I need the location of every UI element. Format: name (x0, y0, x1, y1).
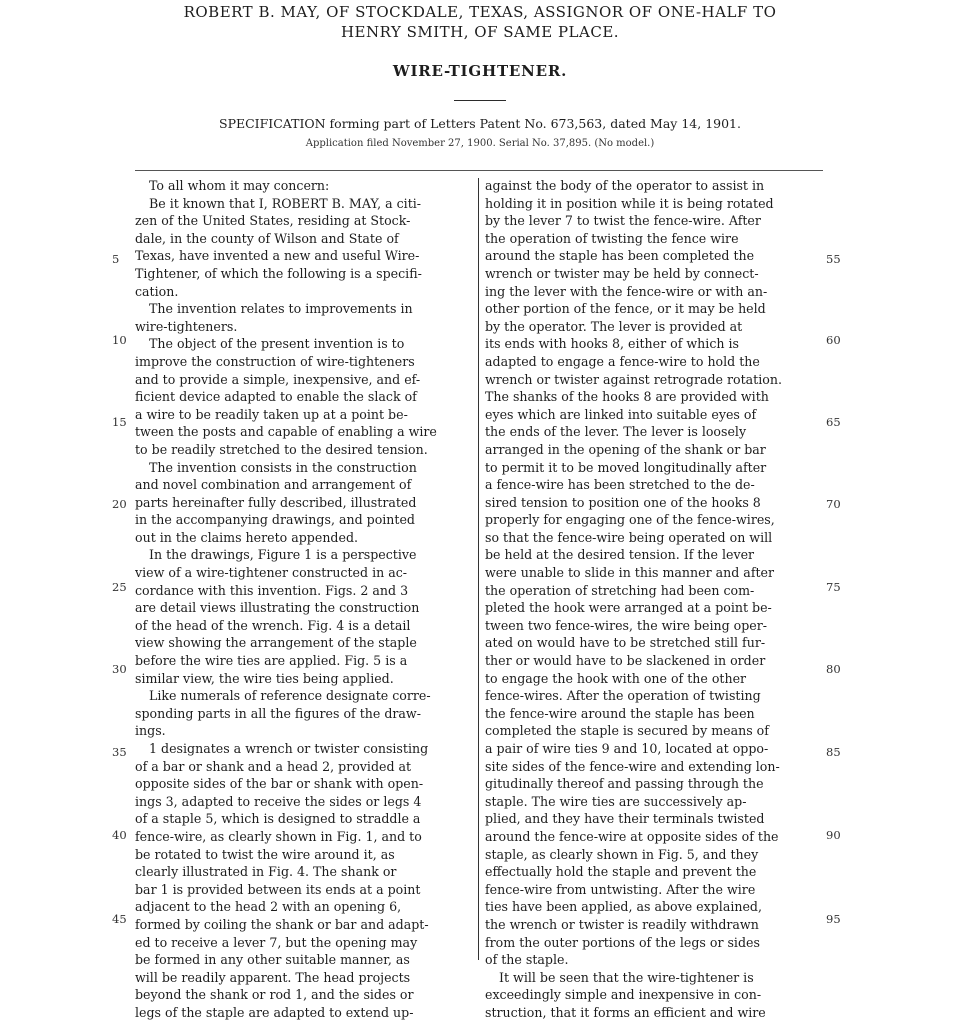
line-number: 30 (112, 662, 127, 676)
text-line: view of a wire-tightener constructed in ac- (135, 565, 408, 581)
line-number: 55 (826, 252, 841, 266)
line-number: 45 (112, 912, 127, 926)
text-line: the operation of stretching had been com- (485, 582, 755, 598)
text-line: before the wire ties are applied. Fig. 5 is a (135, 653, 408, 669)
text-line: the wrench or twister is readily withdrawn (485, 916, 759, 932)
text-line: were unable to slide in this manner and after (485, 565, 775, 581)
text-line: beyond the shank or rod 1, and the sides or (135, 987, 414, 1003)
assignor-line-2: HENRY SMITH, OF SAME PLACE. (340, 23, 620, 41)
text-line: cation. (135, 283, 179, 299)
text-line: eyes which are linked into suitable eyes of (485, 406, 757, 422)
right-text-column (485, 177, 820, 1022)
left-text-column (135, 177, 467, 1022)
text-line: are detail views illustrating the construction (135, 600, 420, 616)
text-line: staple. The wire ties are successively ap- (485, 793, 747, 809)
text-line: gitudinally thereof and passing through the (485, 776, 764, 792)
text-line: improve the construction of wire-tighteners (135, 353, 415, 369)
text-line: Texas, have invented a new and useful Wire- (135, 248, 420, 264)
text-line: parts hereinafter fully described, illustrated (135, 494, 417, 510)
application-line: Application filed November 27, 1900. Serial No. 37,895. (No model.) (305, 138, 655, 149)
text-line: ther or would have to be slackened in order (485, 653, 766, 669)
text-line: tween the posts and capable of enabling a wire (135, 424, 437, 440)
text-line: sponding parts in all the figures of the draw- (135, 705, 421, 721)
line-number: 85 (826, 745, 841, 759)
text-line: clearly illustrated in Fig. 4. The shank or (135, 864, 397, 880)
text-line: to permit it to be moved longitudinally after (485, 459, 767, 475)
text-line: will be readily apparent. The head projects (135, 969, 411, 985)
text-line: ing the lever with the fence-wire or with an- (485, 283, 768, 299)
text-line: effectually hold the staple and prevent the (485, 864, 757, 880)
text-line: of the head of the wrench. Fig. 4 is a detail (135, 617, 411, 633)
text-line: site sides of the fence-wire and extending lon- (485, 758, 780, 774)
text-line: opposite sides of the bar or shank with open- (135, 776, 424, 792)
text-line: It will be seen that the wire-tightener is (499, 969, 754, 985)
text-line: the fence-wire around the staple has been (485, 705, 755, 721)
text-line: ated on would have to be stretched still fur- (485, 635, 766, 651)
line-number: 75 (826, 580, 841, 594)
text-line: other portion of the fence, or it may be held (485, 301, 766, 317)
text-line: fence-wires. After the operation of twisting (485, 688, 761, 704)
line-number: 95 (826, 912, 841, 926)
text-line: wrench or twister against retrograde rotation. (485, 371, 782, 387)
text-line: zen of the United States, residing at Stock- (135, 213, 411, 229)
text-line: wire-tighteners. (135, 318, 238, 334)
text-line: ficient device adapted to enable the slack of (135, 389, 417, 405)
text-line: a pair of wire ties 9 and 10, located at oppo- (485, 741, 769, 756)
text-line: 1 designates a wrench or twister consisting (149, 741, 429, 756)
line-number: 40 (112, 828, 127, 842)
text-line: To all whom it may concern: (149, 178, 330, 193)
text-line: of a bar or shank and a head 2, provided at (135, 758, 412, 774)
text-line: around the fence-wire at opposite sides of the (485, 828, 779, 844)
text-line: so that the fence-wire being operated on will (485, 529, 773, 545)
text-line: of a staple 5, which is designed to straddle a (135, 811, 421, 827)
line-number: 90 (826, 828, 841, 842)
text-line: tween two fence-wires, the wire being oper- (485, 617, 768, 633)
line-number: 65 (826, 415, 841, 429)
text-line: adapted to engage a fence-wire to hold the (485, 353, 760, 369)
text-line: Be it known that I, ROBERT B. MAY, a citi- (149, 195, 422, 211)
text-line: legs of the staple are adapted to extend up- (135, 1004, 414, 1020)
text-line: staple, as clearly shown in Fig. 5, and they (485, 846, 759, 862)
text-line: to engage the hook with one of the other (485, 670, 747, 686)
text-line: arranged in the opening of the shank or bar (485, 441, 766, 457)
line-number: 20 (112, 497, 127, 511)
text-line: pleted the hook were arranged at a point be- (485, 600, 772, 616)
text-line: completed the staple is secured by means of (485, 723, 769, 739)
text-line: cordance with this invention. Figs. 2 and 3 (135, 582, 409, 598)
line-number: 10 (112, 333, 127, 347)
text-line: Tightener, of which the following is a specifi- (135, 265, 422, 281)
text-line: against the body of the operator to assist in (485, 178, 765, 193)
line-number: 35 (112, 745, 127, 759)
text-line: be rotated to twist the wire around it, as (135, 846, 395, 862)
text-line: its ends with hooks 8, either of which is (485, 336, 739, 352)
text-line: formed by coiling the shank or bar and adapt- (135, 916, 429, 932)
text-line: the operation of twisting the fence wire (485, 230, 739, 246)
text-line: and to provide a simple, inexpensive, and ef- (135, 371, 421, 387)
line-number: 80 (826, 662, 841, 676)
text-line: Like numerals of reference designate corre- (149, 688, 431, 704)
text-line: bar 1 is provided between its ends at a point (135, 881, 421, 897)
text-line: plied, and they have their terminals twisted (485, 811, 765, 827)
text-line: holding it in position while it is being rotated (485, 195, 774, 211)
text-line: ties have been applied, as above explained, (485, 899, 762, 915)
text-line: out in the claims hereto appended. (135, 529, 359, 545)
text-line: fence-wire, as clearly shown in Fig. 1, and to (135, 828, 422, 844)
text-line: wrench or twister may be held by connect- (485, 265, 759, 281)
assignor-line-1: ROBERT B. MAY, OF STOCKDALE, TEXAS, ASSIGNOR OF ONE-HALF TO (183, 3, 777, 21)
text-line: by the operator. The lever is provided at (485, 318, 743, 334)
line-number: 60 (826, 333, 841, 347)
text-line: ings 3, adapted to receive the sides or legs 4 (135, 793, 422, 809)
patent-header (0, 0, 960, 42)
text-line: The object of the present invention is to (149, 336, 405, 352)
text-line: a wire to be readily taken up at a point be- (135, 406, 408, 422)
text-line: The shanks of the hooks 8 are provided with (485, 389, 769, 405)
text-line: in the accompanying drawings, and pointed (135, 512, 415, 528)
text-line: properly for engaging one of the fence-wires, (485, 512, 775, 528)
text-line: In the drawings, Figure 1 is a perspective (149, 547, 417, 563)
title-rule (454, 100, 506, 101)
text-line: to be readily stretched to the desired tension. (135, 441, 428, 457)
line-number: 25 (112, 580, 127, 594)
header-rule (135, 170, 823, 171)
line-number: 70 (826, 497, 841, 511)
text-line: be formed in any other suitable manner, as (135, 952, 410, 968)
text-line: exceedingly simple and inexpensive in con- (485, 987, 762, 1003)
text-line: struction, that it forms an efficient and wire (485, 1004, 766, 1020)
text-line: view showing the arrangement of the staple (135, 635, 417, 651)
text-line: from the outer portions of the legs or sides (485, 934, 760, 950)
text-line: The invention consists in the construction (149, 459, 417, 475)
text-line: the ends of the lever. The lever is loosely (485, 424, 747, 440)
text-line: ings. (135, 723, 166, 739)
text-line: dale, in the county of Wilson and State of (135, 230, 399, 246)
patent-title: WIRE-TIGHTENER. (392, 62, 568, 80)
text-line: of the staple. (485, 952, 569, 968)
text-line: a fence-wire has been stretched to the de- (485, 477, 755, 493)
text-line: around the staple has been completed the (485, 248, 755, 264)
text-line: fence-wire from untwisting. After the wire (485, 881, 756, 897)
text-line: by the lever 7 to twist the fence-wire. After (485, 213, 761, 229)
text-line: sired tension to position one of the hooks 8 (485, 494, 761, 510)
column-separator (478, 178, 479, 960)
text-line: adjacent to the head 2 with an opening 6, (135, 899, 402, 915)
line-number: 15 (112, 415, 127, 429)
text-line: similar view, the wire ties being applied. (135, 670, 394, 686)
text-line: The invention relates to improvements in (149, 301, 413, 317)
text-line: and novel combination and arrangement of (135, 477, 412, 493)
text-line: be held at the desired tension. If the lever (485, 547, 755, 563)
line-number: 5 (112, 252, 120, 266)
specification-line: SPECIFICATION forming part of Letters Patent No. 673,563, dated May 14, 1901. (219, 116, 741, 131)
text-line: ed to receive a lever 7, but the opening may (135, 934, 418, 950)
